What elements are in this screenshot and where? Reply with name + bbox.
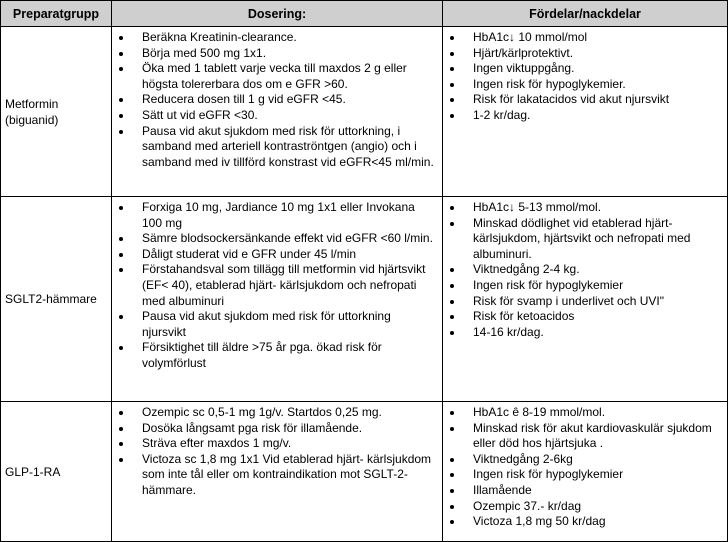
list-item: Hjärt/kärlprotektivt. [443, 46, 723, 62]
list-item: Minskad dödlighet vid etablerad hjärt-kärlsjukdom, hjärtsvikt och nefropati med albuminuri. [443, 216, 723, 263]
list-item: Förstahandsval som tillägg till metformin vid hjärtsvikt (EF< 40), etablerad hjärt- kärlsjukdom och nefropati med albuminuri [112, 262, 438, 309]
table-row-glp1 [1, 402, 728, 542]
list-item: 14-16 kr/dag. [443, 325, 723, 341]
list-item: Minskad risk för akut kardiovaskulär sjukdom eller död hos hjärtsjuka . [443, 421, 723, 452]
fordelar-list [443, 197, 727, 340]
dosering-cell-metformin [112, 27, 443, 197]
list-item: Viktnedgång 2-4 kg. [443, 262, 723, 278]
list-item: Reducera dosen till 1 g vid eGFR <45. [112, 92, 438, 108]
list-item: Risk för ketoacidos [443, 309, 723, 325]
table-row-sglt2 [1, 197, 728, 402]
dosering-list [112, 402, 442, 499]
list-item: Ingen risk för hypoglykemier [443, 467, 723, 483]
list-item: Ozempic sc 0,5-1 mg 1g/v. Startdos 0,25 mg. [112, 405, 438, 421]
dosering-cell-sglt2 [112, 197, 443, 402]
list-item: Börja med 500 mg 1x1. [112, 46, 438, 62]
list-item: Sätt ut vid eGFR <30. [112, 108, 438, 124]
list-item: Forxiga 10 mg, Jardiance 10 mg 1x1 eller Invokana 100 mg [112, 200, 438, 231]
dosering-cell-glp1 [112, 402, 443, 542]
group-name: SGLT2-hämmare [5, 292, 97, 306]
group-cell-metformin [1, 27, 112, 197]
header-preparatgrupp: Preparatgrupp [1, 1, 112, 27]
table-header-row [1, 1, 728, 27]
group-subname: (biguanid) [5, 112, 59, 127]
dosering-list [112, 197, 442, 372]
list-item: Dosöka långsamt pga risk för illamående. [112, 421, 438, 437]
header-dosering: Dosering: [112, 1, 443, 27]
list-item: Risk för lakatacidos vid akut njursvikt [443, 92, 723, 108]
table-row-metformin [1, 27, 728, 197]
list-item: Illamående [443, 483, 723, 499]
fordelar-cell-glp1 [443, 402, 728, 542]
list-item: Victoza sc 1,8 mg 1x1 Vid etablerad hjärt- kärlsjukdom som inte tål eller om kontraindikation mot SGLT-2-hämmare. [112, 452, 438, 499]
list-item: Beräkna Kreatinin-clearance. [112, 30, 438, 46]
list-item: Ingen risk för hypoglykemier [443, 278, 723, 294]
list-item: 1-2 kr/dag. [443, 108, 723, 124]
list-item: HbA1c↓ 5-13 mmol/mol. [443, 200, 723, 216]
fordelar-cell-metformin [443, 27, 728, 197]
list-item: HbA1c↓ 10 mmol/mol [443, 30, 723, 46]
list-item: Dåligt studerat vid e GFR under 45 l/min [112, 247, 438, 263]
list-item: Sämre blodsockersänkande effekt vid eGFR <60 l/min. [112, 231, 438, 247]
dosering-list [112, 27, 442, 170]
list-item: Ozempic 37.- kr/dag [443, 499, 723, 515]
list-item: Ingen viktuppgång. [443, 61, 723, 77]
fordelar-list [443, 27, 727, 124]
list-item: Risk för svamp i underlivet och UVI" [443, 294, 723, 310]
list-item: Victoza 1,8 mg 50 kr/dag [443, 514, 723, 530]
list-item: Sträva efter maxdos 1 mg/v. [112, 436, 438, 452]
list-item: Öka med 1 tablett varje vecka till maxdos 2 g eller högsta tolererbara dos om e GFR >60. [112, 61, 438, 92]
group-cell-glp1 [1, 402, 112, 542]
header-fordelar-nackdelar: Fördelar/nackdelar [443, 1, 728, 27]
list-item: Pausa vid akut sjukdom med risk för uttorkning, i samband med arteriell kontraströntgen (angio) och i samband med iv tillförd konstrast vid eGFR<45 ml/min. [112, 124, 438, 171]
list-item: Ingen risk för hypoglykemier. [443, 77, 723, 93]
fordelar-cell-sglt2 [443, 197, 728, 402]
group-name: GLP-1-RA [5, 464, 61, 479]
list-item: Försiktighet till äldre >75 år pga. ökad risk för volymförlust [112, 340, 438, 371]
list-item: Viktnedgång 2-6kg [443, 452, 723, 468]
group-cell-sglt2 [1, 197, 112, 402]
list-item: HbA1c ê 8-19 mmol/mol. [443, 405, 723, 421]
fordelar-list [443, 402, 727, 530]
list-item: Pausa vid akut sjukdom med risk för uttorkning njursvikt [112, 309, 438, 340]
group-name: Metformin [5, 96, 59, 111]
